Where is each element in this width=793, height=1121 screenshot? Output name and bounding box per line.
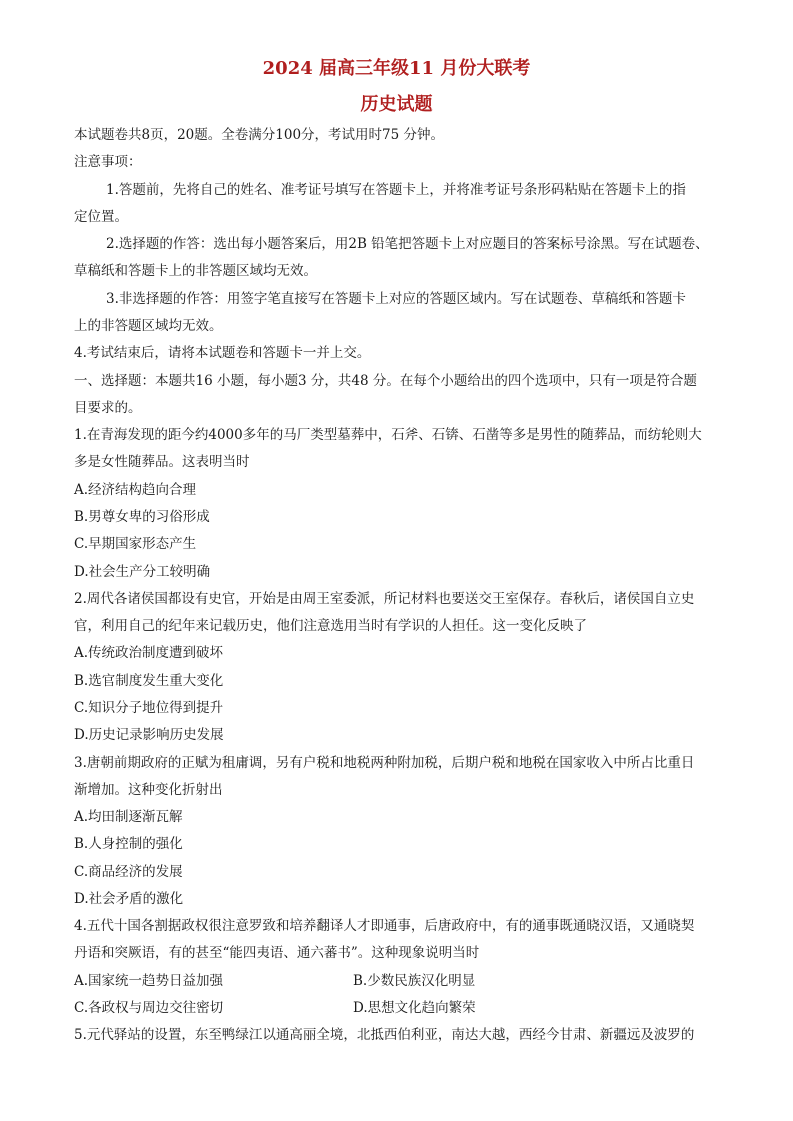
note-1-line-2: 定位置。	[74, 209, 128, 225]
note-3-line-1: 3.非选择题的作答：用签字笔直接写在答题卡上对应的答题区域内。写在试题卷、草稿纸和答题卡	[106, 291, 686, 307]
section-heading-line-1: 一、选择题：本题共16 小题，每小题3 分，共48 分。在每个小题给出的四个选项中，只有一项是符合题	[74, 373, 697, 389]
question-4-option-d: D.思想文化趋向繁荣	[353, 1000, 476, 1016]
question-3-stem-line-2: 渐增加。这种变化折射出	[74, 782, 223, 798]
question-3-option-b: B.人身控制的强化	[74, 836, 183, 852]
question-4-option-b: B.少数民族汉化明显	[353, 973, 476, 989]
note-1-line-1: 1.答题前，先将自己的姓名、准考证号填写在答题卡上，并将准考证号条形码粘贴在答题卡上的指	[106, 182, 686, 198]
question-4-stem-line-1: 4.五代十国各割据政权很注意罗致和培养翻译人才即通事，后唐政府中，有的通事既通晓汉语，又通晓契	[74, 918, 695, 934]
question-2-option-a: A.传统政治制度遭到破坏	[74, 645, 224, 661]
question-4-stem-line-2: 丹语和突厥语，有的甚至“能四夷语、通六蕃书”。这种现象说明当时	[74, 945, 480, 961]
question-1-stem-line-1: 1.在青海发现的距今约4000多年的马厂类型墓葬中，石斧、石锛、石凿等多是男性的随葬品，而纺轮则大	[74, 427, 702, 443]
question-5-stem-line-1: 5.元代驿站的设置，东至鸭绿江以通高丽全境，北抵西伯利亚，南达大越，西经今甘肃、新疆远及波罗的	[74, 1027, 695, 1043]
exam-title: 2024 届高三年级11 月份大联考	[262, 58, 531, 79]
section-heading-line-2: 目要求的。	[74, 400, 142, 416]
question-1-option-a: A.经济结构趋向合理	[74, 482, 197, 498]
question-4-option-a: A.国家统一趋势日益加强	[74, 973, 224, 989]
notes-label: 注意事项：	[74, 154, 142, 170]
question-1-stem-line-2: 多是女性随葬品。这表明当时	[74, 454, 250, 470]
question-3-stem-line-1: 3.唐朝前期政府的正赋为租庸调，另有户税和地税两种附加税，后期户税和地税在国家收入中所占比重日	[74, 755, 695, 771]
question-2-stem-line-1: 2.周代各诸侯国都设有史官，开始是由周王室委派，所记材料也要送交王室保存。春秋后，诸侯国自立史	[74, 591, 695, 607]
note-3-line-2: 上的非答题区域均无效。	[74, 318, 223, 334]
question-1-option-b: B.男尊女卑的习俗形成	[74, 509, 210, 525]
question-2-stem-line-2: 官，利用自己的纪年来记载历史，他们注意选用当时有学识的人担任。这一变化反映了	[74, 618, 587, 634]
question-1-option-c: C.早期国家形态产生	[74, 536, 197, 552]
question-3-option-d: D.社会矛盾的激化	[74, 891, 184, 907]
question-4-option-c: C.各政权与周边交往密切	[74, 1000, 224, 1016]
note-4: 4.考试结束后，请将本试题卷和答题卡一并上交。	[74, 345, 371, 361]
question-3-option-a: A.均田制逐渐瓦解	[74, 809, 183, 825]
question-2-option-d: D.历史记录影响历史发展	[74, 727, 224, 743]
note-2-line-1: 2.选择题的作答：选出每小题答案后，用2B 铅笔把答题卡上对应题目的答案标号涂黑。写在试题卷、	[106, 236, 709, 252]
exam-subject: 历史试题	[360, 94, 433, 115]
question-2-option-c: C.知识分子地位得到提升	[74, 700, 224, 716]
question-1-option-d: D.社会生产分工较明确	[74, 564, 211, 580]
note-2-line-2: 草稿纸和答题卡上的非答题区域均无效。	[74, 263, 317, 279]
intro-summary: 本试题卷共8页，20题。全卷满分100分，考试用时75 分钟。	[74, 127, 445, 143]
question-2-option-b: B.选官制度发生重大变化	[74, 673, 224, 689]
question-3-option-c: C.商品经济的发展	[74, 864, 183, 880]
